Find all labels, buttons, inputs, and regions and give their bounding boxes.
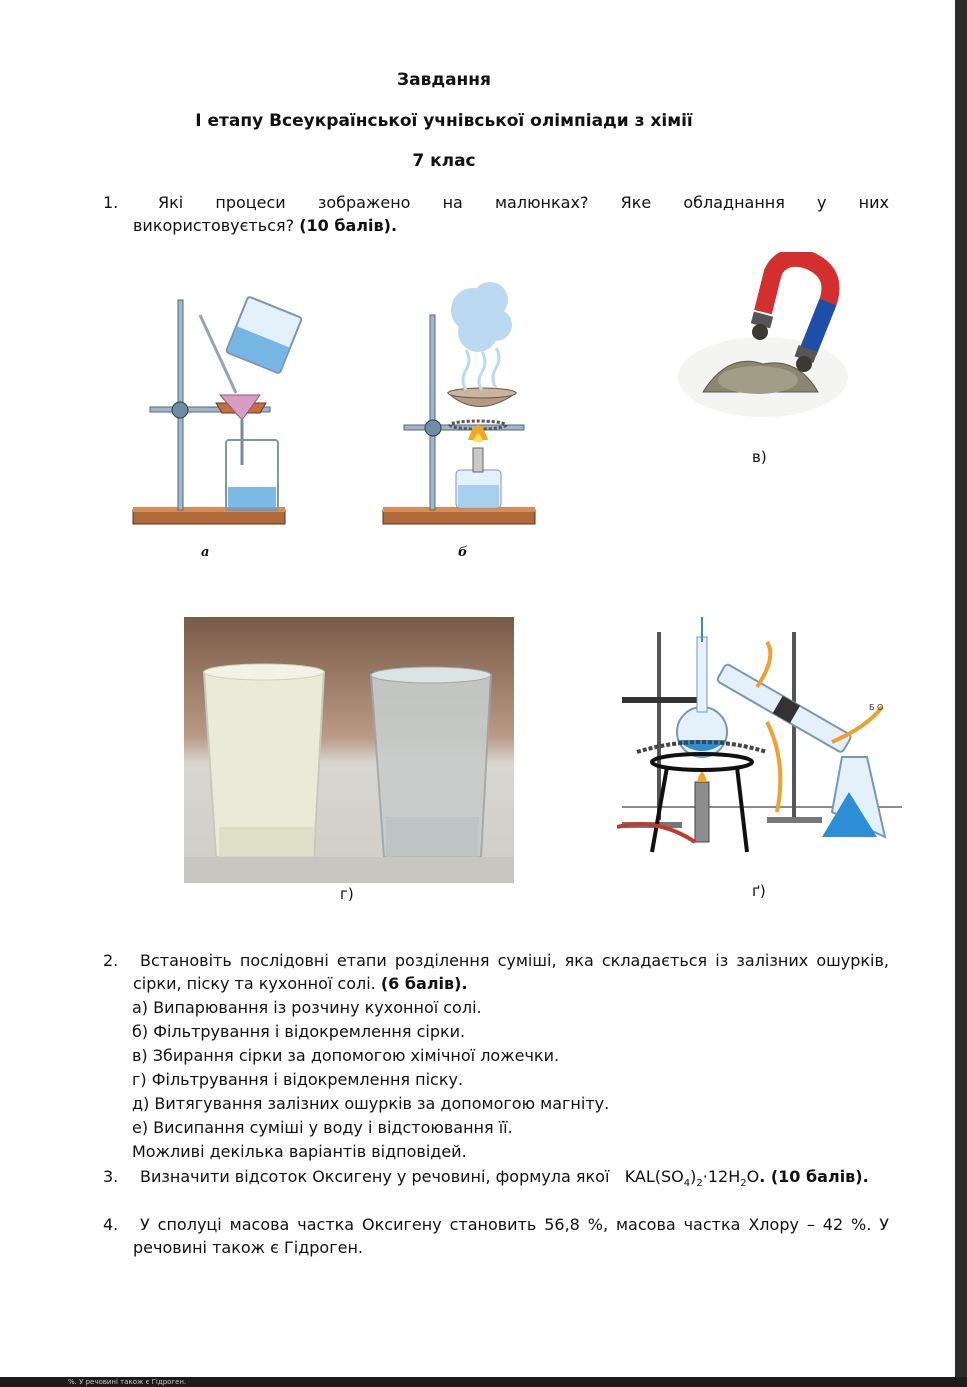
question-number: 2. bbox=[103, 951, 119, 970]
figure-gg-caption: ґ) bbox=[752, 882, 766, 900]
word: у bbox=[817, 193, 827, 212]
question-4-text: У сполуці масова частка Оксигену становить 56,8 %, масова частка Хлору – 42 %. У речовині також є Гідроген. bbox=[133, 1215, 889, 1257]
option-d: д) Витягування залізних ошурків за допомогою магніту. bbox=[132, 1094, 610, 1113]
bottom-strip bbox=[0, 1377, 967, 1387]
question-1-line2: використовується? bbox=[133, 216, 295, 235]
word: обладнання bbox=[683, 193, 785, 212]
bottom-strip-text: %. У речовині також є Гідроген. bbox=[68, 1378, 187, 1386]
word: зображено bbox=[317, 193, 411, 212]
evaporation-figure bbox=[378, 270, 543, 535]
question-2 bbox=[103, 949, 889, 995]
filtration-figure bbox=[128, 295, 303, 535]
distillation-figure bbox=[617, 612, 907, 862]
figure-a-caption: а bbox=[201, 545, 210, 560]
option-a: а) Випарювання із розчину кухонної солі. bbox=[132, 998, 482, 1017]
question-1 bbox=[103, 191, 889, 237]
condenser-label: Б О bbox=[869, 703, 884, 712]
points-badge: (6 балів). bbox=[380, 974, 468, 993]
word: Які bbox=[158, 193, 184, 212]
glasses-photo bbox=[184, 617, 514, 883]
word: на bbox=[442, 193, 463, 212]
option-b: б) Фільтрування і відокремлення сірки. bbox=[132, 1022, 466, 1041]
question-3-text: Визначити відсоток Оксигену у речовині, формула якої bbox=[140, 1167, 610, 1186]
option-v: в) Збирання сірки за допомогою хімічної ложечки. bbox=[132, 1046, 560, 1065]
figure-b-caption: б bbox=[458, 545, 468, 560]
word: них bbox=[858, 193, 889, 212]
figure-v-caption: в) bbox=[752, 448, 767, 466]
magnet-figure bbox=[668, 252, 858, 432]
points-badge: . (10 балів). bbox=[759, 1167, 869, 1186]
page-edge bbox=[955, 0, 967, 1387]
question-number: 3. bbox=[103, 1167, 119, 1186]
doc-title: Завдання bbox=[397, 70, 491, 90]
question-number: 1. bbox=[103, 193, 119, 212]
word: малюнках? bbox=[494, 193, 589, 212]
question-4 bbox=[103, 1213, 889, 1259]
points-badge: (10 балів). bbox=[299, 216, 398, 235]
word: процеси bbox=[215, 193, 286, 212]
option-e: е) Висипання суміші у воду і відстоювання її. bbox=[132, 1118, 513, 1137]
question-number: 4. bbox=[103, 1215, 119, 1234]
question-2-text: Встановіть послідовні етапи розділення суміші, яка складається із залізних ошурків, сірки, піску та кухонної солі. bbox=[133, 951, 889, 993]
question-3 bbox=[103, 1165, 889, 1195]
option-g: г) Фільтрування і відокремлення піску. bbox=[132, 1070, 464, 1089]
answer-note: Можливі декілька варіантів відповідей. bbox=[132, 1142, 467, 1161]
figure-g-caption: г) bbox=[340, 885, 354, 903]
question-1-line1 bbox=[158, 191, 889, 214]
doc-grade: 7 клас bbox=[412, 151, 476, 171]
formula: $KAL(SO_4)_2\cdot 12H_2O$ bbox=[624, 1167, 760, 1190]
word: Яке bbox=[620, 193, 652, 212]
doc-subtitle: І етапу Всеукраїнської учнівської олімпіади з хімії bbox=[195, 111, 693, 131]
